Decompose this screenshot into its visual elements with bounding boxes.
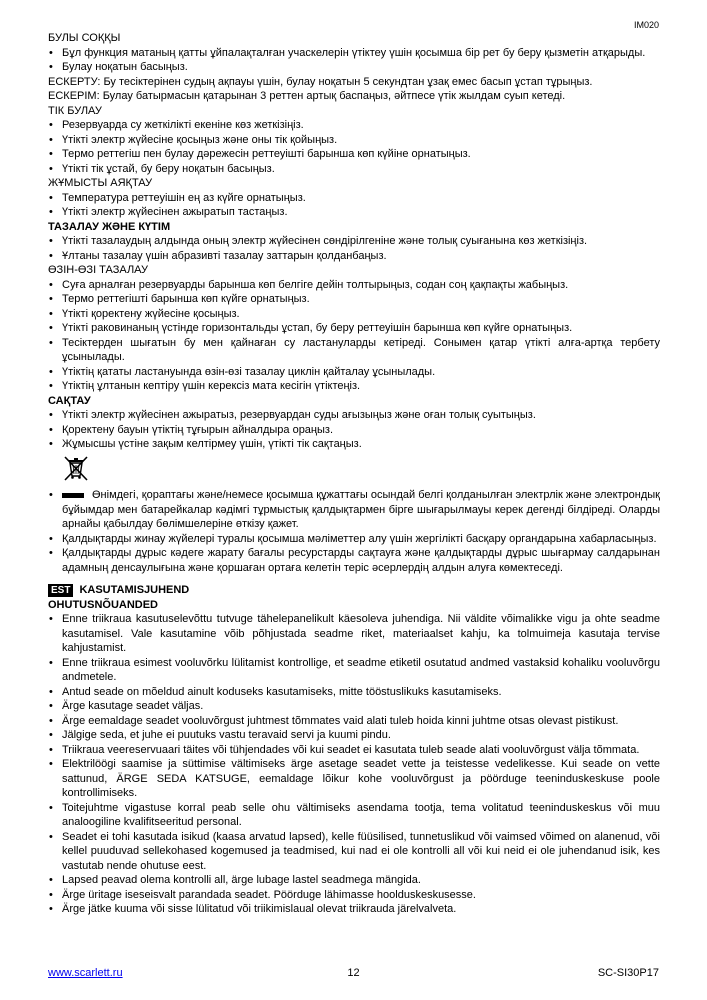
list-item: • Antud seade on mõeldud ainult koduseks kasutamiseks, mitte tööstuslikuks kasutamiseks. (48, 685, 660, 700)
list-item: • Үтікті қоректену жүйесіне қосыңыз. (48, 307, 660, 322)
disposal-list (48, 488, 660, 575)
page-footer (48, 967, 659, 983)
list-item-weee (48, 488, 660, 532)
section-title-vertical: ТІК БУЛАУ (48, 104, 102, 117)
self-clean-list (48, 278, 660, 394)
list-item: • Үтікті электр жүйесіне қосыңыз және оны тік қойыңыз. (48, 133, 660, 148)
list-item: • Ärge jätke kuuma või sisse lülitatud või triikimislaual olevat triikrauda järelvalveta. (48, 902, 660, 917)
list-item: • Қалдықтарды жинау жүйелері туралы қосымша мәліметтер алу үшін жергілікті басқару органдарына хабарласыңыз. (48, 532, 660, 547)
list-item: • Үтікті электр жүйесінен ажыратыз, резервуардан суды ағызыңыз және оған толық суытыңыз. (48, 408, 660, 423)
est-manual-title: KASUTAMISJUHEND (79, 584, 190, 596)
list-item: • Булау ноқатын басыңыз. (48, 60, 660, 75)
list-item: • Қоректену бауын үтіктің тұғырын айналдыра ораңыз. (48, 423, 660, 438)
website-link[interactable]: www.scarlett.ru (48, 967, 123, 979)
list-item: • Үтікті тік ұстай, бу беру ноқатын басыңыз. (48, 162, 660, 177)
list-item: • Тесіктерден шығатын бу мен қайнаған су ластануларды кетіреді. Сонымен қатар үтікті алға-артқа тербету ұсынылады. (48, 336, 660, 365)
crossed-bin-icon (62, 454, 90, 482)
list-item: • Ärge eemaldage seadet vooluvõrgust juhtmest tõmmates vaid alati tuleb hoida kinni juhtme otsas olevast pistikust. (48, 714, 660, 729)
list-item: • Elektrilöögi saamise ja süttimise vältimiseks ärge asetage seadet vette ja teistesse vedelikesse. Kui seade on vette sattunud, ÄRGE SEDA KATSUGE, eemaldage lõikur kohe vooluvõrgust ja pöörduge teeninduskeskuse poole kontrollimiseks. (48, 757, 660, 801)
warning-note: ЕСКЕРТУ: Бу тесіктерінен судың ақпауы үшін, булау ноқатын 5 секундтан ұзақ емес басып ұстап тұрыңыз. (48, 75, 593, 88)
page-number: 12 (347, 967, 360, 979)
est-safety-list (48, 612, 660, 917)
list-item: • Enne triikraua esimest vooluvõrku lülitamist kontrollige, et seadme etiketil osutatud andmed vastaksid kohaliku vooluvõrgu andmetele. (48, 656, 660, 685)
storage-list (48, 408, 660, 452)
section-title-safety: OHUTUSNÕUANDED (48, 598, 158, 611)
list-item: • Ұлтаны тазалау үшін абразивті тазалау заттарын қолданбаңыз. (48, 249, 660, 264)
section-title-self-clean: ӨЗІН-ӨЗІ ТАЗАЛАУ (48, 264, 149, 276)
remark-note: ЕСКЕРІМ: Булау батырмасын қатарынан 3 реттен артық баспаңыз, әйтпесе үтік жылдам суып кетеді. (48, 90, 566, 102)
est-heading (48, 583, 660, 598)
list-item: • Термо реттегіш пен булау дәрежесін реттеуішті барынша көп күйіне орнатыңыз. (48, 147, 660, 162)
list-item: • Резервуарда су жеткілікті екеніне көз жеткізіңіз. (48, 118, 660, 133)
list-item: • Enne triikraua kasutuselevõttu tutvuge tähelepanelikult käesoleva juhendiga. Nii väldite võimalikke vigu ja ohte seadme kasutamisel. Vale kasutamine võib põhjustada seadme riket, materiaalset kahju, ka tolmuimeja kasutaja tervise kahjustamist. (48, 612, 660, 656)
bar-symbol-icon (62, 493, 84, 498)
list-item: • Lapsed peavad olema kontrolli all, ärge lubage lastel seadmega mängida. (48, 873, 660, 888)
list-item: • Ärge üritage iseseisvalt parandada seadet. Pöörduge lähimasse hoolduskeskusesse. (48, 888, 660, 903)
list-item: • Үтікті электр жүйесінен ажыратып тастаңыз. (48, 205, 660, 220)
list-item: • Үтікті тазалаудың алдында оның электр жүйесінен сөндірілгеніне және толық суығанына көз жеткізіңіз. (48, 234, 660, 249)
weee-text: Өнімдегі, қорaптағы және/немесе қосымша құжаттағы осындай белгі қолданылған электрлік және электрондық бұйымдар мен батарейкалар кәдімгі тұрмыстық қалдықтармен бірге шығарылмауы керек дегенді білдіреді. Оларды арнайы қабылдау бөлімшелеріне өткізу қажет. (62, 489, 660, 530)
list-item: • Суға арналған резервуарды барынша көп белгіге дейін толтырыңыз, содан соң қақпақты жабыңыз. (48, 278, 660, 293)
model-code: IM020 (633, 20, 659, 30)
list-item: • Термо реттегішті барынша көп күйге орнатыңыз. (48, 292, 660, 307)
list-item: • Температура реттеуішін ең аз күйге орнатыңыз. (48, 191, 660, 206)
section-title-cleaning: ТАЗАЛАУ ЖӘНЕ КҮТІМ (48, 220, 171, 233)
list-item: • Jälgige seda, et juhe ei puutuks vastu teravaid servi ja kuumi pindu. (48, 728, 660, 743)
list-item: • Үтіктің ұлтанын кептіру үшін керексіз мата кесігін үтіктеңіз. (48, 379, 660, 394)
list-item: • Үтікті раковинаның үстінде горизонтальды ұстап, бу беру реттеуішін барынша көп күйге орнатыңыз. (48, 321, 660, 336)
finish-list (48, 191, 660, 220)
vertical-list (48, 118, 660, 176)
cleaning-list (48, 234, 660, 263)
section-title-finish: ЖҰМЫСТЫ АЯҚТАУ (48, 177, 153, 189)
list-item: • Seadet ei tohi kasutada isikud (kaasa arvatud lapsed), kelle füüsilised, tunnetuslikud või vaimsed võimed on alanenud, või kellel puuduvad sellekohased kogemused ja teadmised, kui nad ei ole kontrolli all või kui neid ei ole juhendanud isik, kes vastutab nende ohutuse eest. (48, 830, 660, 874)
steam-burst-list (48, 46, 660, 75)
list-item: • Үтіктің қататы ластануында өзін-өзі тазалау циклін қайталау ұсынылады. (48, 365, 660, 380)
list-item: • Toitejuhtme vigastuse korral peab selle ohu vältimiseks asendama tootja, tema volitatud teeninduskeskus või muu analoogiline kvalifitseeritud personal. (48, 801, 660, 830)
list-item: • Жұмысшы үстіне зақым келтірмеу үшін, үтікті тік сақтаңыз. (48, 437, 660, 452)
document-code: SC-SI30P17 (597, 967, 659, 979)
language-badge: EST (48, 584, 73, 597)
list-item: • Ärge kasutage seadet väljas. (48, 699, 660, 714)
section-title-steam-burst: БУЛЫ СОҚҚЫ (48, 32, 121, 44)
list-item: • Қалдықтарды дұрыс кәдеге жарату бағалы ресурстарды сақтауға және қалдықтарды дұрыс шығармау салдарынан адамның денсаулығына және қоршаған ортаға келетін теріс әсерлердің алдын алуға көмектеседі. (48, 546, 660, 575)
manual-content (48, 31, 660, 917)
list-item: • Triikraua veereservuaari täites või tühjendades või kui seadet ei kasutata tuleb seade alati vooluvõrgust välja tõmmata. (48, 743, 660, 758)
list-item: • Бұл функция матаның қатты ұйпалақталған учаскелерін үтіктеу үшін қосымша бір рет бу беру қызметін атқарыды. (48, 46, 660, 61)
section-title-storage: САҚТАУ (48, 394, 91, 407)
